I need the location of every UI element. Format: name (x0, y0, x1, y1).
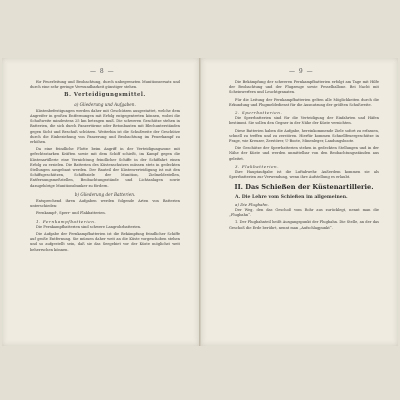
right-text-column (229, 80, 379, 233)
paragraph: Entsprechend ihren Aufgaben werden folgende Arten von Batterien unterschieden: (30, 199, 180, 209)
paragraph: Fernkampf-, Sperr- und Flakbatterien. (36, 211, 106, 216)
paragraph: Die Geschütze der Sperrbatterien stehen in gedeckten Stellungen und in der Nähe der Küste und werden unmittelbar von den Beobachtungsständen aus geleitet. (229, 146, 379, 161)
paragraph: Die Bekämpfung der schweren Fernkampfbatterien erfolgt am Tage mit Hilfe der Beobachtung und der Flugzeuge sowie Fesselballone. Bei Nacht mit Scheinwerfern und Leuchtgranaten. (229, 80, 379, 95)
chapter-title: II. Das Schießen der Küstenartillerie. (234, 183, 374, 192)
page-number-left: — 8 — (90, 68, 115, 75)
numbered-heading: 2. Sperrbatterien. (235, 110, 283, 116)
left-page (2, 58, 199, 346)
paragraph: 1. Der Flugbahnteil heißt Ausgangspunkt der Flugbahn. Die Stelle, an der das Geschoß die Erde berührt, nennt man „Aufschlagpunkt“. (229, 220, 379, 230)
paragraph: Der Weg, den das Geschoß vom Rohr aus zurücklegt, nennt man die „Flugbahn“. (229, 208, 379, 218)
section-heading: A. Die Lehre vom Schießen im allgemeinen. (235, 194, 348, 200)
section-heading: B. Verteidigungsmittel. (64, 92, 146, 99)
right-page (201, 58, 398, 346)
paragraph: Die Fernkampfbatterien sind schwere Langrohrbatterien. (36, 224, 142, 229)
paragraph: Ihre Hauptaufgabe ist die Luftabwehr. Außerdem kommen sie als Sperrbatterien zur Verwendung, wenn ihre Aufstellung es erlaubt. (229, 170, 379, 180)
paragraph: Da eine feindliche Flotte beim Angriff in der Verteidigungszone mit gefechtsstarken Kräften sowie mit dem Schiff schießt, im Kampf gegen die Küstenartillerie eine Vernichtung feindlicher Schiffe in der Schiffahrt einen Erfolg zu erzielen. Die Batterien des Küstenschutzes müssen stets in gedeckten Stellungen ausgebaut werden. Der Bauteil der Küstenverteidigung ist mit den Schiffsgeschützen, Schiffsziele der Munition, Zielmeldestellen, Entfernungsmeßstellen, Beobachtungsstände und Lichtanlagen sowie dazugehörige Munitionsbunker zu fördern. (30, 147, 180, 188)
paragraph: Diese Batterien haben die Aufgabe, hereinkommende Ziele sofort zu erfassen, schnell zu treffen und zu zerstören. Hierfür kommen Schnellfeuergeschütze in Frage, wie Kreuzer, Zerstörer, U-Boote, Minenleger, Landungsboote. (229, 128, 379, 144)
paragraph: Die Aufgabe der Fernkampfbatterien ist die Bekämpfung feindlicher Schiffe auf große Entfernung. Sie müssen daher weit an die Küste vorgeschoben stehen und so aufgestellt sein, daß sie das Seegebiet vor der Küste möglichst weit beherrschen können. (30, 232, 180, 252)
page-number-right: — 9 — (289, 68, 314, 75)
paragraph: für Feuerleitung und Beobachtung, durch unbegrenzten Munitionsersatz und durch eine sehr geringe Verwundbarkeit günstiger stehen. (30, 80, 180, 90)
paragraph: Die Sperrbatterien sind für die Verteidigung der Einfahrten und Häfen bestimmt. Sie sollen den Gegner in der Nähe der Küste vernichten. (229, 116, 379, 126)
subsection-heading: b) Gliederung der Batterien. (74, 191, 136, 197)
numbered-heading: 1. Fernkampfbatterien. (36, 218, 97, 224)
numbered-heading: 3. Flakbatterien. (235, 163, 280, 169)
paragraph: Für die Leitung der Fernkampfbatterien gelten alle Möglichkeiten durch die Erkundung und Flugmeldedienst für die Ausnutzung der größten Schußweite. (229, 97, 379, 107)
subsection-heading: a) Die Flugbahn. (235, 201, 269, 207)
left-text-column (30, 80, 180, 255)
paragraph: Küstenbefestigungen werden daher mit Geschützen ausgestattet, welche dem Angreifer in großen Entfernungen mit Erfolg entgegentreten können, wobei die Schußweite mindestens 25 km betragen muß. Die schweren Geschütze stehen in Batterien, die sich durch Panzertürme oder Betonbauten mit Blechunterständen gegen Sicht und Beschuß schützen. Weiterhin ist die Schußweite der Geschütze durch die Einbeziehung von Panzerung und Beobachtung im Feuerkampf zu erhöhen. (30, 108, 180, 145)
subsection-heading: a) Gliederung und Aufgaben. (74, 101, 136, 107)
